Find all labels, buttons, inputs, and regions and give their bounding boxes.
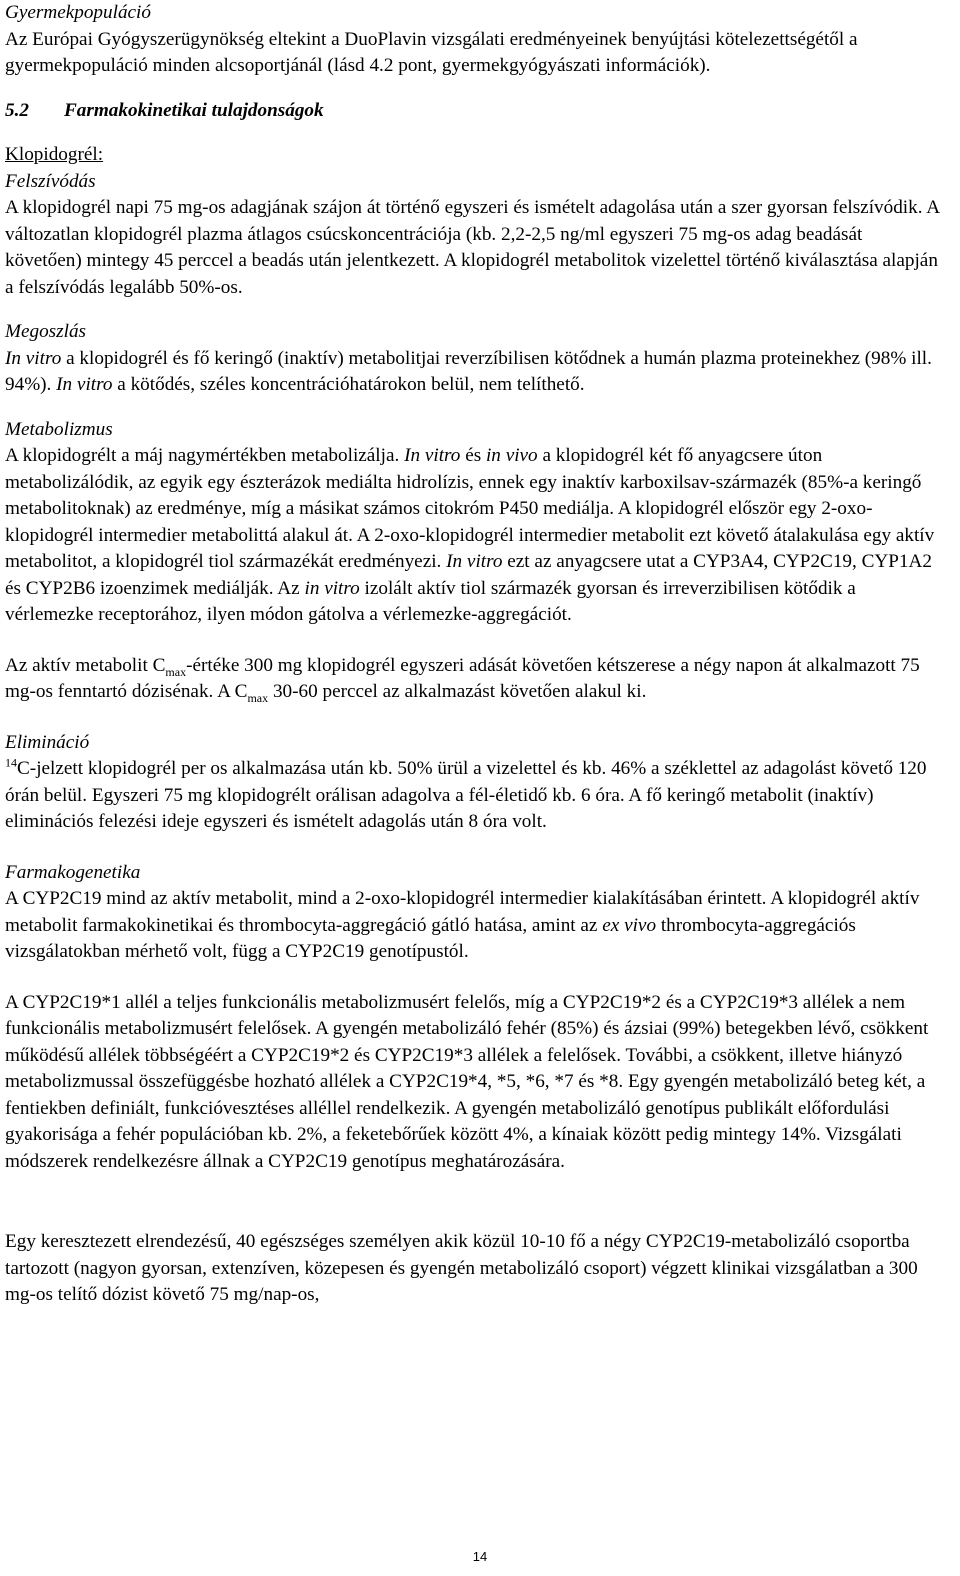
pharmacogenetics-text-1: A CYP2C19 mind az aktív metabolit, mind a 2-oxo-klopidogrél intermedier kialakításában érintett. A klopidogrél aktív metabolit farmakokinetikai és thrombocyta-aggregáció gátló hatása, amint az ex vivo thrombocyta-aggregációs vizsgálatokban mérhető volt, függ a CYP2C19 genotípustól. [5,888,920,962]
section-heading [5,98,940,125]
distribution-heading: Megoszlás [5,321,87,342]
pharmacogenetics-text-3: Egy keresztezett elrendezésű, 40 egészséges személyen akik közül 10-10 fő a négy CYP2C19-metabolizáló csoportba tartozott (nagyon gyorsan, extenzíven, közepesen és gyengén metabolizáló csoport) végzett klinikai vizsgálatban a 300 mg-os telítő dózist követő 75 mg/nap-os, [5,1231,918,1305]
page-number: 14 [472,1549,488,1564]
elimination-heading: Elimináció [5,731,90,753]
section-title: Farmakokinetikai tulajdonságok [64,99,324,121]
document-page [5,0,940,1309]
pediatric-heading: Gyermekpopuláció [5,2,151,23]
absorption-heading: Felszívódás [5,170,96,192]
metabolism-heading: Metabolizmus [5,418,113,440]
elimination-text: $^{14}$C-jelzett klopidogrél per os alkalmazása után kb. 50% ürül a vizelettel és kb. 46% a széklettel az adagolást követő 120 órán belül. Egyszeri 75 mg klopidogrélt orálisan adagolva a fél-életidő kb. 6 óra. A fő keringő metabolit (inaktív) eliminációs felezési ideje egyszeri és ismételt adagolás után 8 óra volt. [5,755,927,832]
distribution-text: In vitro a klopidogrél és fő keringő (inaktív) metabolitjai reverzíbilisen kötődnek a humán plazma proteinekhez (98% ill. 94%). In vitro a kötődés, széles koncentrációhatárokon belül, nem telíthető. [5,347,932,395]
pharmacogenetics-heading: Farmakogenetika [5,861,141,883]
clopidogrel-label: Klopidogrél: [5,144,104,165]
absorption-text: A klopidogrél napi 75 mg-os adagjának szájon át történő egyszeri és ismételt adagolása után a szer gyorsan felszívódik. A változatlan klopidogrél plazma átlagos csúcskoncentrációja (kb. 2,2-2,5 ng/ml egyszeri 75 mg-os adag beadását követően) mintegy 45 perccel a beadás után jelentkezett. A klopidogrél metabolitok vizelettel történő kiválasztása alapján a felszívódás legalább 50%-os. [5,197,940,298]
section-number: 5.2 [5,99,29,121]
pediatric-text: Az Európai Gyógyszerügynökség eltekint a DuoPlavin vizsgálati eredményeinek benyújtási kötelezettségétől a gyermekpopuláció minden alcsoportjánál (lásd 4.2 pont, gyermekgyógyászati információk). [5,28,858,76]
metabolism-text: A klopidogrélt a máj nagymértékben metabolizálja. In vitro és in vivo a klopidogrél két fő anyagcsere úton metabolizálódik, az egyik egy észterázok mediálta hidrolízis, ennek egy inaktív karboxilsav-származék (85%-a keringő metabolitoknak) az eredménye, míg a másikat számos citokróm P450 mediálja. A klopidogrél először egy 2-oxo-klopidogrél intermedier metabolittá alakul át. A 2-oxo-klopidogrél intermedier metabolit ezt követő átalakulása egy aktív metabolitot, a klopidogrél tiol származékát eredményezi. In vitro ezt az anyagcsere utat a CYP3A4, CYP2C19, CYP1A2 és CYP2B6 izoenzimek mediálják. Az in vitro izolált aktív tiol származék gyorsan és irreverzibilisen kötődik a vérlemezke receptorához, ilyen módon gátolva a vérlemezke-aggregációt. [5,445,935,625]
pharmacogenetics-text-2: A CYP2C19*1 allél a teljes funkcionális metabolizmusért felelős, míg a CYP2C19*2 és a CYP2C19*3 allélek a nem funkcionális metabolizmusért felelősek. A gyengén metabolizáló fehér (85%) és ázsiai (99%) betegekben lévő, csökkent működésű allélek többségéért a CYP2C19*2 és CYP2C19*3 allélek a felelősek. További, a csökkent, illetve hiányzó metabolizmussal összefüggésbe hozható allélek a CYP2C19*4, *5, *6, *7 és *8. Egy gyengén metabolizáló beteg két, a fentiekben definiált, funkcióvesztéses alléllel rendelkezik. A gyengén metabolizáló genotípus publikált előfordulási gyakorisága a fehér populációban kb. 2%, a feketebőrűek között 4%, a kínaiak között pedig mintegy 14%. Vizsgálati módszerek rendelkezésre állnak a CYP2C19 genotípus meghatározására. [5,991,929,1172]
cmax-text: Az aktív metabolit $C_{max}$-értéke 300 mg klopidogrél egyszeri adását követően kétszerese a négy napon át alkalmazott 75 mg-os fenntartó dózisénak. A $C_{max}$ 30-60 perccel az alkalmazást követően alakul ki. [5,654,920,705]
